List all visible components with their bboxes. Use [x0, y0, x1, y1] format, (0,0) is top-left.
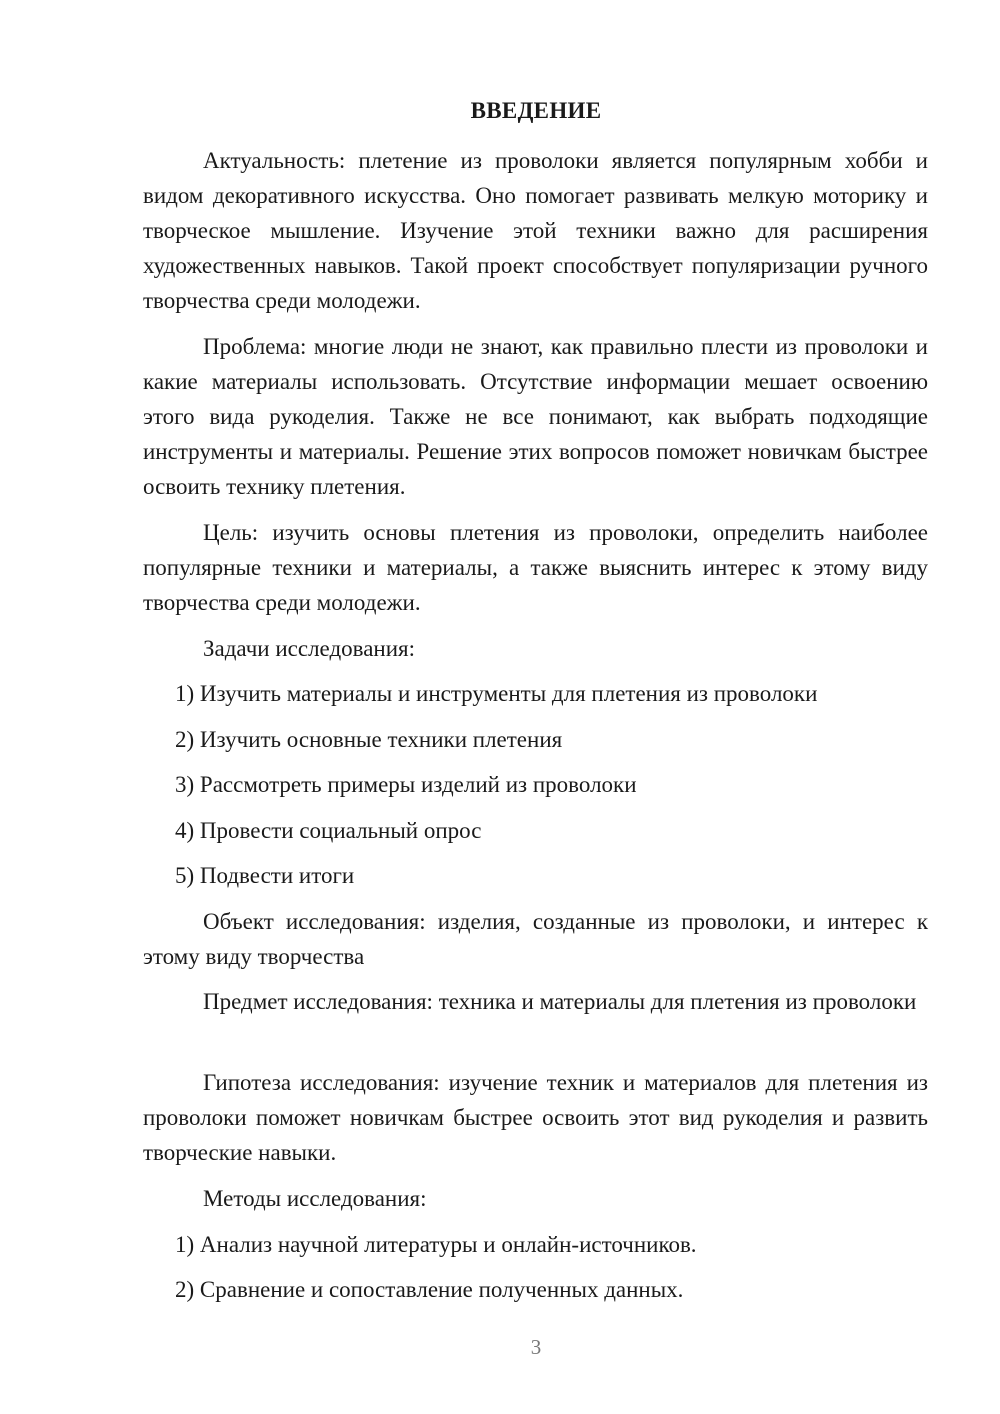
hypothesis-paragraph: Гипотеза исследования: изучение техник и материалов для плетения из проволоки поможет новичкам быстрее освоить этот вид рукоделия и развить творческие навыки. [143, 1070, 928, 1165]
page-number: 3 [530, 1335, 542, 1359]
task-item: 4) Провести социальный опрос [175, 818, 482, 843]
object-paragraph: Объект исследования: изделия, созданные из проволоки, и интерес к этому виду творчества [143, 909, 928, 969]
task-item: 3) Рассмотреть примеры изделий из проволоки [175, 772, 637, 797]
task-item: 2) Изучить основные техники плетения [175, 727, 563, 752]
tasks-heading: Задачи исследования: [203, 636, 416, 661]
method-item: 1) Анализ научной литературы и онлайн-источников. [175, 1232, 697, 1257]
goal-paragraph: Цель: изучить основы плетения из проволоки, определить наиболее популярные техники и материалы, а также выяснить интерес к этому виду творчества среди молодежи. [143, 520, 928, 615]
methods-heading: Методы исследования: [203, 1186, 427, 1211]
subject-paragraph: Предмет исследования: техника и материалы для плетения из проволоки [203, 989, 917, 1014]
method-item: 2) Сравнение и сопоставление полученных данных. [175, 1277, 684, 1302]
relevance-paragraph: Актуальность: плетение из проволоки является популярным хобби и видом декоративного искусства. Оно помогает развивать мелкую моторику и творческое мышление. Изучение этой техники важно для расширения художественных навыков. Такой проект способствует популяризации ручного творчества среди молодежи. [143, 148, 928, 313]
task-item: 5) Подвести итоги [175, 863, 355, 888]
task-item: 1) Изучить материалы и инструменты для плетения из проволоки [175, 681, 818, 706]
problem-paragraph: Проблема: многие люди не знают, как правильно плести из проволоки и какие материалы использовать. Отсутствие информации мешает освоению этого вида рукоделия. Также не все понимают, как выбрать подходящие инструменты и материалы. Решение этих вопросов поможет новичкам быстрее освоить технику плетения. [143, 334, 928, 499]
page-title: ВВЕДЕНИЕ [470, 98, 602, 123]
